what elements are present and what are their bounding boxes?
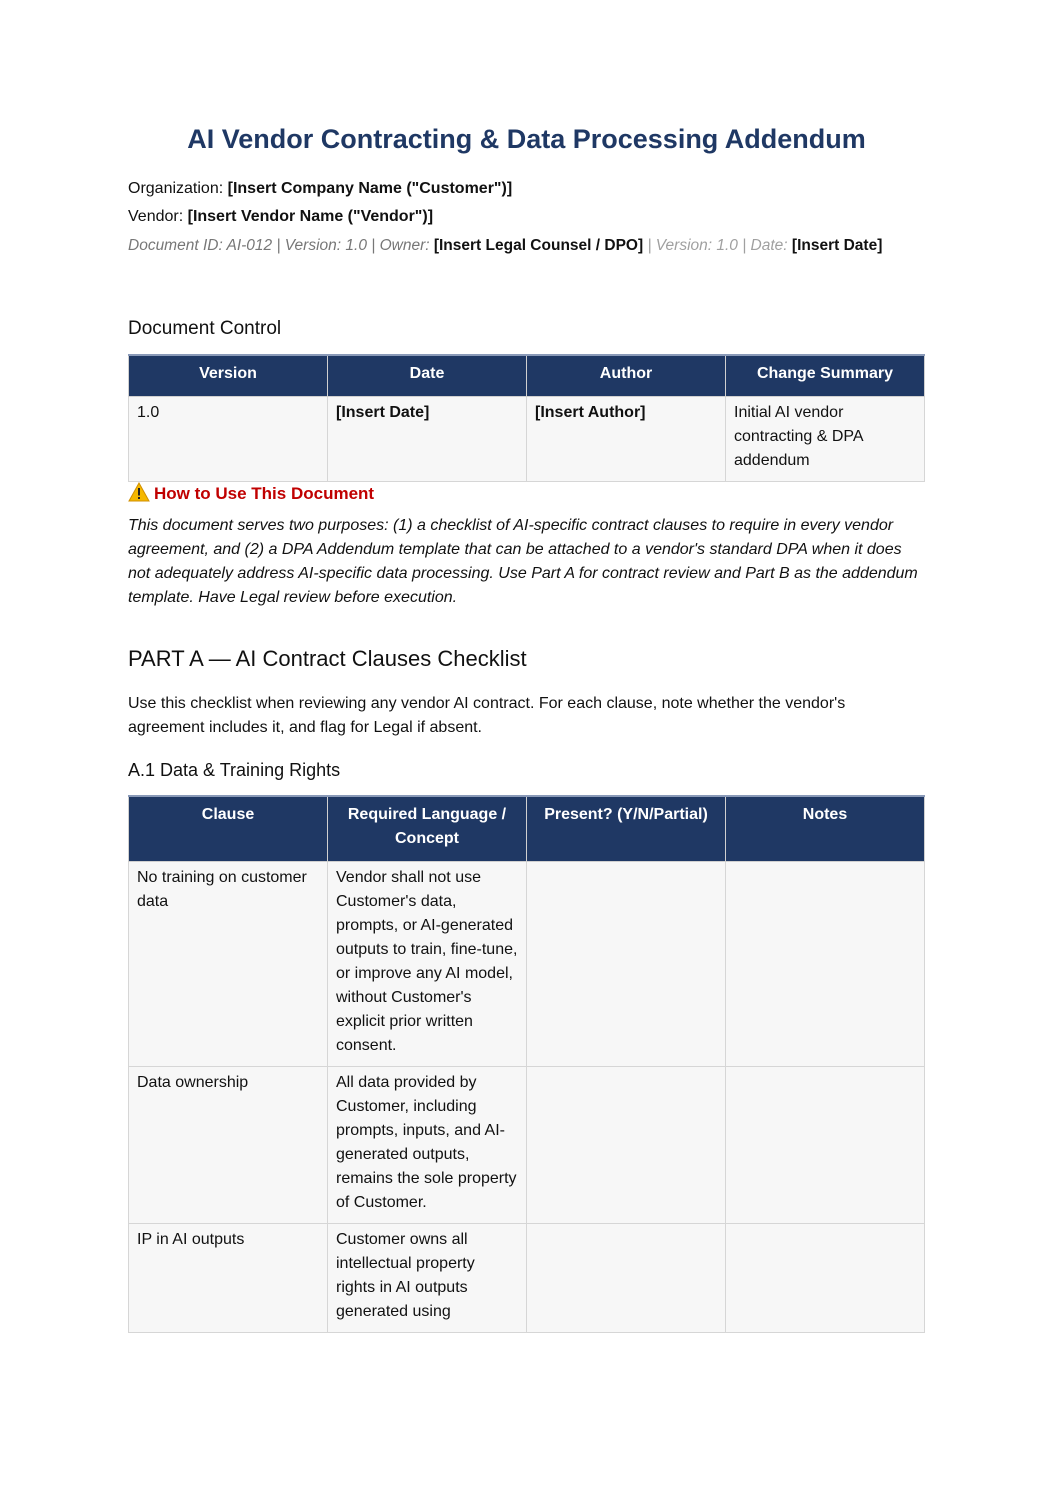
table-cell: No training on customer data (129, 862, 328, 1067)
table-cell (527, 397, 726, 482)
present-cell[interactable] (527, 1067, 726, 1224)
table-row (129, 1224, 925, 1333)
clauses-checklist-table (128, 795, 925, 1333)
table-cell: 1.0 (129, 397, 328, 482)
document-title: AI Vendor Contracting & Data Processing Addendum (187, 124, 866, 154)
table-header-row (129, 796, 925, 862)
date-value: [Insert Date] (791, 237, 883, 254)
column-header: Required Language / Concept (328, 796, 527, 862)
column-header: Date (328, 355, 527, 397)
table-cell: Data ownership (129, 1067, 328, 1224)
part-a-heading: PART A — AI Contract Clauses Checklist (128, 646, 527, 671)
column-header: Change Summary (726, 355, 925, 397)
how-to-use-heading (128, 482, 374, 506)
table-header-row (129, 355, 925, 397)
version-date-meta: | Version: 1.0 | Date: (647, 237, 788, 254)
organization-value: [Insert Company Name ("Customer")] (227, 180, 513, 197)
organization-line (128, 177, 512, 201)
organization-label: Organization: (128, 180, 224, 197)
vendor-line (128, 205, 433, 229)
table-cell: Vendor shall not use Customer's data, prompts, or AI-generated outputs to train, fine-tune, or improve any AI model, without Customer's explicit prior written consent. (328, 862, 527, 1067)
how-to-use-title: How to Use This Document (154, 484, 375, 503)
section-a1-heading: A.1 Data & Training Rights (128, 760, 341, 780)
notes-cell[interactable] (726, 1224, 925, 1333)
table-cell: IP in AI outputs (129, 1224, 328, 1333)
column-header: Version (129, 355, 328, 397)
warning-icon (128, 482, 150, 502)
column-header: Present? (Y/N/Partial) (527, 796, 726, 862)
table-cell: All data provided by Customer, including prompts, inputs, and AI-generated outputs, remains the sole property of Customer. (328, 1067, 527, 1224)
vendor-label: Vendor: (128, 208, 184, 225)
notes-cell[interactable] (726, 862, 925, 1067)
table-row (129, 1067, 925, 1224)
owner-value: [Insert Legal Counsel / DPO] (433, 237, 644, 254)
column-header: Clause (129, 796, 328, 862)
vendor-value: [Insert Vendor Name ("Vendor")] (187, 208, 434, 225)
column-header: Author (527, 355, 726, 397)
notes-cell[interactable] (726, 1067, 925, 1224)
present-cell[interactable] (527, 1224, 726, 1333)
part-a-intro: Use this checklist when reviewing any vendor AI contract. For each clause, note whether the vendor's agreement includes it, and flag for Legal if absent. (128, 695, 846, 736)
table-cell: Initial AI vendor contracting & DPA addendum (726, 397, 925, 482)
document-control-heading: Document Control (128, 318, 282, 339)
table-cell (328, 397, 527, 482)
table-cell: Customer owns all intellectual property rights in AI outputs generated using (328, 1224, 527, 1333)
table-row (129, 397, 925, 482)
cell-value: [Insert Date] (336, 404, 430, 421)
doc-id-meta: Document ID: AI-012 | Version: 1.0 | Owner: (128, 237, 430, 254)
document-metadata (128, 234, 925, 258)
how-to-use-body: This document serves two purposes: (1) a checklist of AI-specific contract clauses to require in every vendor agreement, and (2) a DPA Addendum template that can be attached to a vendor's standard DPA when it does not adequately address AI-specific data processing. Use Part A for contract review and Part B as the addendum template. Have Legal review before execution. (128, 517, 918, 606)
column-header: Notes (726, 796, 925, 862)
table-row (129, 862, 925, 1067)
present-cell[interactable] (527, 862, 726, 1067)
cell-value: [Insert Author] (535, 404, 646, 421)
document-control-table (128, 354, 925, 482)
